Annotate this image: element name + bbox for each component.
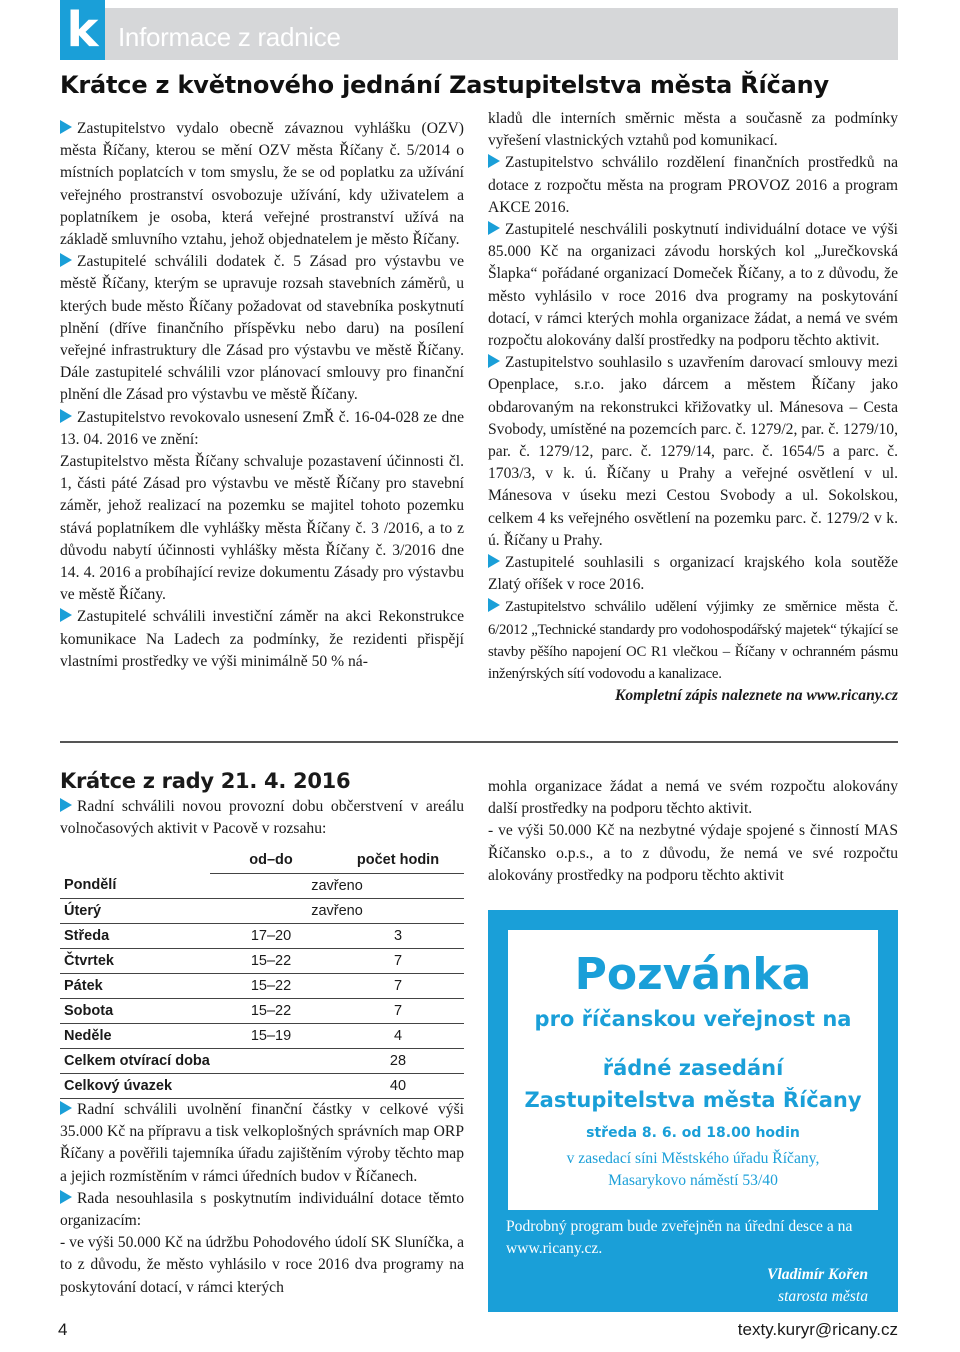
paragraph-text: mohla organizace žádat a nemá ve svém rozpočtu alokovány další prostředky na podporu těchto aktivit.: [488, 778, 898, 818]
article-paragraph: [60, 251, 464, 406]
section-label: Informace z radnice: [118, 22, 341, 52]
hours-cell: 7: [332, 998, 464, 1023]
table-header-blank: [60, 848, 210, 873]
invitation-title: Pozvánka: [574, 949, 812, 1000]
meeting-line-2: Zastupitelstva města Říčany: [524, 1088, 862, 1112]
table-row: [60, 873, 464, 898]
article-paragraph: [60, 118, 464, 251]
table-row: [60, 1023, 464, 1048]
paragraph-text: Zastupitelé neschválili poskytnutí individuální dotace ve výši 85.000 Kč na organizaci závodu horských kol „Jurečkovská Šlapka“ pořádané organizací Domeček Říčany, a to z důvodu, že město vyhlásilo v roce 2016 dva programy na poskytování dotací, v rámci kterých mohla organizace žádat, a nemá ve svém rozpočtu alokovány další prostředky na podporu těchto aktivit.: [488, 221, 898, 350]
paragraph-text: - ve výši 50.000 Kč na nezbytné výdaje spojené s činností MAS Říčansko o.p.s., a to z důvodu, že nemá ve své rozpočtu alokovány prostředky na podporu těchto aktivit: [488, 822, 898, 884]
place-line-2: Masarykovo náměstí 53/40: [608, 1172, 778, 1189]
paragraph-text: Zastupitelé schválili dodatek č. 5 Zásad pro výstavbu ve městě Říčany, kterým se upravuje rozsah stavebních záměrů, u kterých bude město Říčany požadovat od stavebníka poskytnutí plnění (dříve finančního příspěvku nebo daru) na posílení veřejné infrastruktury dle Zásad pro výstavbu ve městě Říčany. Dále zastupitelé schválili vzor plánovací smlouvy pro finanční plnění dle Zásad pro výstavbu ve městě Říčany.: [60, 253, 464, 404]
time-cell: 17–20: [210, 923, 332, 948]
invitation-place: [508, 1148, 878, 1192]
bullet-triangle-icon: [60, 608, 72, 622]
article-paragraph: [488, 108, 898, 152]
invitation-box: [488, 910, 898, 1312]
time-cell: zavřeno: [210, 873, 464, 898]
table-row: [60, 998, 464, 1023]
rada-paragraph: [60, 1099, 464, 1188]
page-number: 4: [58, 1320, 68, 1339]
article-paragraph: [60, 407, 464, 451]
time-cell: 15–22: [210, 998, 332, 1023]
day-cell: Neděle: [60, 1023, 210, 1048]
bullet-triangle-icon: [488, 221, 500, 235]
bullet-triangle-icon: [60, 120, 72, 134]
paragraph-text: Zastupitelstvo schválilo udělení výjimky ze směrnice města č. 6/2012 „Technické standardy pro vodohospodářský majetek“ týkající se stavby pěšího napojení OC R1 vlečkou – Říčany v ochranném pásmu inženýrských sítí vodovodu a kanalizace.: [488, 599, 898, 683]
paragraph-text: Zastupitelé souhlasili s organizací krajského kola soutěže Zlatý oříšek v roce 2016.: [488, 554, 898, 594]
k-logo-icon: [60, 0, 105, 60]
invitation-signature: [767, 1264, 868, 1308]
article-left-column: [60, 118, 464, 673]
rada-title: Krátce z rady 21. 4. 2016: [60, 769, 351, 793]
meeting-line-1: řádné zasedání: [602, 1056, 784, 1080]
paragraph-text: Zastupitelstvo revokovalo usnesení ZmŘ č. 16-04-028 ze dne 13. 04. 2016 ve znění:: [60, 408, 464, 448]
table-row: [60, 973, 464, 998]
paragraph-text: Radní schválili novou provozní dobu občerstvení v areálu volnočasových aktivit v Pacově v rozsahu:: [60, 798, 464, 838]
invitation-inner-panel: [508, 930, 878, 1210]
bullet-triangle-icon: [60, 1190, 72, 1204]
table-row: [60, 1048, 464, 1073]
rada-right-column: [488, 776, 898, 887]
section-divider: [60, 741, 898, 743]
article-paragraph: [488, 219, 898, 352]
table-row: [60, 923, 464, 948]
invitation-datetime: středa 8. 6. od 18.00 hodin: [586, 1125, 800, 1141]
hours-cell: 7: [332, 973, 464, 998]
rada-paragraph: [488, 776, 898, 820]
table-row: [60, 898, 464, 923]
invitation-note: Podrobný program bude zveřejněn na úřední desce a na www.ricany.cz.: [506, 1218, 853, 1257]
paragraph-text: - ve výši 50.000 Kč na údržbu Pohodového údolí SK Sluníčka, a to z důvodu, že město vyhlásilo v roce 2016 dva programy na poskytování dotací, v rámci kterých: [60, 1234, 464, 1296]
signer-name: Vladimír Kořen: [767, 1266, 868, 1283]
hours-cell: 40: [332, 1073, 464, 1098]
article-paragraph: [488, 552, 898, 596]
day-cell: Středa: [60, 923, 210, 948]
time-cell: zavřeno: [210, 898, 464, 923]
footer-email[interactable]: texty.kuryr@ricany.cz: [737, 1320, 898, 1339]
signer-role: starosta města: [778, 1288, 868, 1305]
rada-paragraph: [60, 1232, 464, 1299]
bullet-triangle-icon: [60, 798, 72, 812]
paragraph-text: Rada nesouhlasila s poskytnutím individuální dotace těmto organizacím:: [60, 1189, 464, 1230]
paragraph-text: Radní schválili uvolnění finanční částky v celkové výši 35.000 Kč na přípravu a tisk velkoplošných správních map ORP Říčany a pověřili tajemníka úřadu zajištěním výroby těchto map a jejich rozmístěním v rámci úředních budov v Říčanech.: [60, 1101, 464, 1185]
day-cell: Pátek: [60, 973, 210, 998]
bullet-triangle-icon: [488, 598, 500, 612]
day-cell: Sobota: [60, 998, 210, 1023]
invitation-subtitle: pro říčanskou veřejnost na: [534, 1007, 852, 1031]
bullet-triangle-icon: [488, 354, 500, 368]
paragraph-text: Zastupitelstvo schválilo rozdělení finančních prostředků na dotace z rozpočtu města na program PROVOZ 2016 a program AKCE 2016.: [488, 154, 898, 216]
bullet-triangle-icon: [488, 154, 500, 168]
article-right-column: [488, 108, 898, 707]
hours-cell: 3: [332, 923, 464, 948]
bullet-triangle-icon: [60, 409, 72, 423]
day-cell: Celkem otvírací doba: [60, 1048, 332, 1073]
article-paragraph: [488, 352, 898, 552]
day-cell: Pondělí: [60, 873, 210, 898]
bullet-triangle-icon: [60, 253, 72, 267]
article-paragraph: [488, 152, 898, 219]
rada-paragraph: [60, 796, 464, 840]
opening-hours-table: [60, 848, 464, 1099]
time-cell: 15–22: [210, 973, 332, 998]
full-minutes-link[interactable]: Kompletní zápis naleznete na www.ricany.cz: [614, 687, 898, 705]
article-paragraph: [60, 606, 464, 673]
time-cell: 15–19: [210, 1023, 332, 1048]
rada-paragraph: [488, 820, 898, 887]
article-paragraph: [488, 596, 898, 685]
table-header-hours: počet hodin: [332, 848, 464, 873]
article-paragraph: [60, 451, 464, 606]
table-header-time: od–do: [210, 848, 332, 873]
bullet-triangle-icon: [488, 554, 500, 568]
hours-cell: 7: [332, 948, 464, 973]
paragraph-text: Zastupitelstvo souhlasilo s uzavřením darovací smlouvy mezi Openplace, s.r.o. jako dárcem a městem Říčany jako obdarovaným na rekonstrukci křižovatky ul. Mánesova – Cesta Svobody, umístěné na pozemcích parc. č. 1279/2, par. č. 1279/10, par. č. 1279/12, parc. č. 1279/14, parc. č. 1654/5 a parc. č. 1703/3, v k. ú. Říčany u Prahy a veřejné osvětlení v ul. Mánesova v úseku mezi Cestou Svobody a ul. Sokolskou, celkem 4 ks veřejného osvětlení na pozemku parc. č. 1279/2 v k. ú. Říčany u Prahy.: [488, 354, 898, 549]
bullet-triangle-icon: [60, 1101, 72, 1115]
hours-cell: 4: [332, 1023, 464, 1048]
table-header-row: [60, 848, 464, 873]
paragraph-text: Zastupitelé schválili investiční záměr na akci Rekonstrukce komunikace Na Ladech za podmínky, že rezidenti přispějí vlastními prostředky ve výši minimálně 50 % ná-: [60, 608, 464, 670]
day-cell: Úterý: [60, 898, 210, 923]
paragraph-text: Zastupitelstvo města Říčany schvaluje pozastavení účinnosti čl. 1, části páté Zásad pro výstavbu ve městě Říčany pro stavební záměr, jehož realizací na pozemku se majitel tohoto pozemku stává poplatníkem dle vyhlášky města Říčany č. 3 /2016, a to z důvodu nabytí účinnosti vyhlášky města Říčany č. 3/2016 dne 14. 4. 2016 a probíhající revize dokumentu Zásady pro výstavbu ve městě Říčany.: [60, 453, 464, 604]
place-line-1: v zasedací síni Městského úřadu Říčany,: [566, 1150, 820, 1167]
logo-letter: k: [66, 2, 99, 58]
invitation-meeting: [508, 1052, 878, 1116]
article-title: Krátce z květnového jednání Zastupitelstva města Říčany: [60, 71, 829, 99]
rada-after-table: [60, 1099, 464, 1299]
day-cell: Čtvrtek: [60, 948, 210, 973]
rada-intro: [60, 796, 464, 840]
day-cell: Celkový úvazek: [60, 1073, 332, 1098]
paragraph-text: Zastupitelstvo vydalo obecně závaznou vyhlášku (OZV) města Říčany, kterou se mění OZV města Říčany č. 5/2014 o místních poplatcích v tom smyslu, že se od poplatku za užívání veřejného prostranství osvobozuje užívání, kdy uživatelem a poplatníkem je osoba, která veřejné prostranství užívá na základě smluvního vztahu, jehož objednatelem je město Říčany.: [60, 120, 464, 249]
time-cell: 15–22: [210, 948, 332, 973]
table-row: [60, 1073, 464, 1098]
table-row: [60, 948, 464, 973]
paragraph-text: kladů dle interních směrnic města a současně za podmínky vyřešení vlastnických vztahů pod komunikací.: [488, 110, 898, 150]
hours-cell: 28: [332, 1048, 464, 1073]
rada-paragraph: [60, 1188, 464, 1232]
